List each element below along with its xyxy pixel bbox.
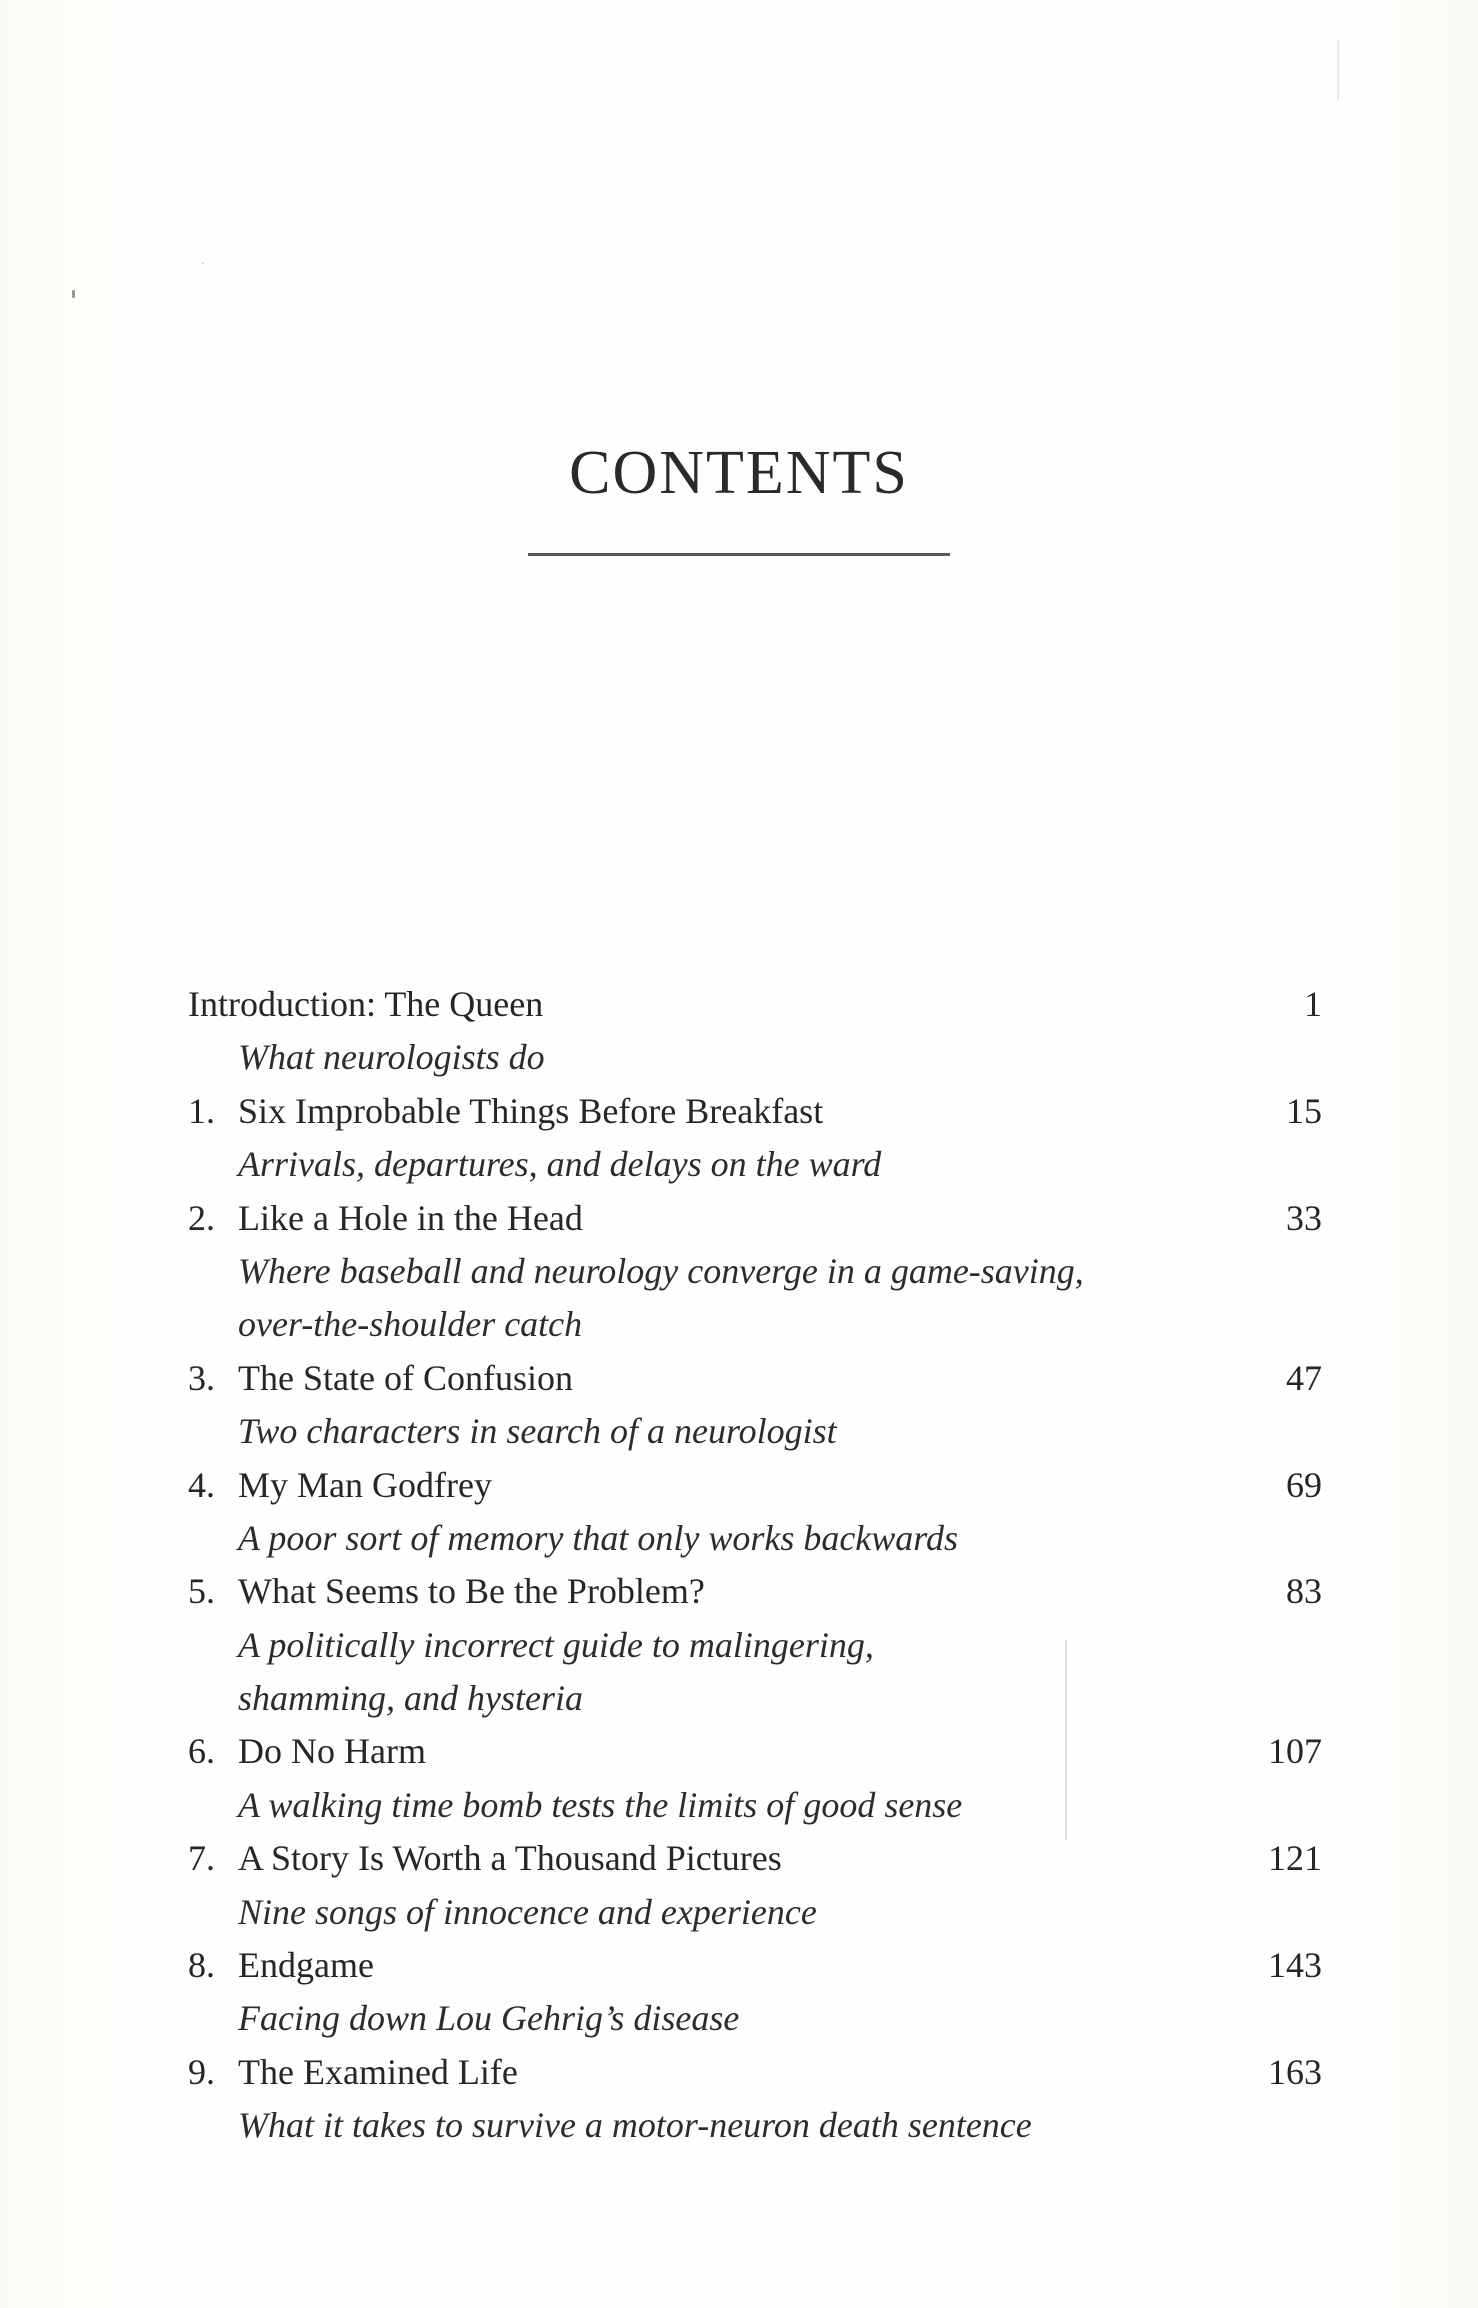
toc-entry-subtitle <box>188 1992 1322 2045</box>
toc-subtitle-text: over-the-shoulder catch <box>238 1304 583 1345</box>
toc-entry-subtitle <box>188 2099 1322 2152</box>
toc-entry-chapter-6[interactable] <box>188 1725 1322 1778</box>
toc-entry-title: The State of Confusion <box>238 1357 573 1398</box>
toc-entry-page: 83 <box>1286 1571 1322 1612</box>
toc-entry-subtitle <box>188 1031 1322 1084</box>
toc-subtitle-text: What it takes to survive a motor-neuron death sentence <box>238 2105 1032 2146</box>
toc-entry-chapter-5[interactable] <box>188 1565 1322 1618</box>
toc-entry-page: 163 <box>1268 2051 1322 2092</box>
toc-subtitle-text: A walking time bomb tests the limits of good sense <box>238 1784 963 1825</box>
toc-entry-title: Like a Hole in the Head <box>238 1197 583 1238</box>
toc-subtitle-text: A politically incorrect guide to malingering, <box>238 1624 874 1665</box>
scan-speck <box>72 290 75 298</box>
toc-entry-title: What Seems to Be the Problem? <box>238 1571 705 1612</box>
toc-subtitle-text: shamming, and hysteria <box>238 1678 583 1719</box>
toc-entry-subtitle <box>188 1779 1322 1832</box>
toc-entry-number: 9. <box>188 2051 215 2092</box>
toc-subtitle-text: Nine songs of innocence and experience <box>238 1891 817 1932</box>
paper-crease <box>1337 40 1339 100</box>
toc-entry-page: 143 <box>1268 1945 1322 1986</box>
toc-subtitle-text: What neurologists do <box>238 1037 545 1078</box>
toc-entry-chapter-7[interactable] <box>188 1832 1322 1885</box>
toc-entry-subtitle <box>188 1886 1322 1939</box>
toc-entry-page: 15 <box>1286 1090 1322 1131</box>
toc-entry-subtitle <box>188 1512 1322 1565</box>
toc-entry-number: 1. <box>188 1090 215 1131</box>
toc-entry-chapter-8[interactable] <box>188 1939 1322 1992</box>
toc-entry-page: 69 <box>1286 1464 1322 1505</box>
toc-entry-number: 2. <box>188 1197 215 1238</box>
toc-subtitle-text: Where baseball and neurology converge in a game-saving, <box>238 1250 1084 1291</box>
toc-entry-title: Introduction: The Queen <box>188 984 544 1024</box>
toc-entry-page: 1 <box>1304 984 1322 1024</box>
toc-entry-page: 33 <box>1286 1197 1322 1238</box>
toc-entry-title: Do No Harm <box>238 1731 426 1772</box>
toc-entry-subtitle <box>188 1672 1322 1725</box>
toc-subtitle-text: Arrivals, departures, and delays on the ward <box>238 1144 882 1185</box>
toc-entry-subtitle <box>188 1298 1322 1351</box>
toc-entry-chapter-9[interactable] <box>188 2046 1322 2099</box>
toc-subtitle-text: Two characters in search of a neurologist <box>238 1411 837 1452</box>
toc-entry-title: The Examined Life <box>238 2051 518 2092</box>
toc-entry-number: 6. <box>188 1731 215 1772</box>
title-underline <box>528 553 950 556</box>
toc-entry-page: 121 <box>1268 1838 1322 1879</box>
toc-entry-page: 107 <box>1268 1731 1322 1772</box>
page-title: CONTENTS <box>569 439 909 507</box>
toc-entry-number: 5. <box>188 1571 215 1612</box>
toc-entry-number: 7. <box>188 1838 215 1879</box>
toc-subtitle-text: A poor sort of memory that only works backwards <box>238 1517 958 1558</box>
toc-entry-intro[interactable] <box>188 978 1322 1031</box>
toc-entry-number: 8. <box>188 1945 215 1986</box>
toc-entry-chapter-2[interactable] <box>188 1192 1322 1245</box>
toc-entry-title: My Man Godfrey <box>238 1464 492 1505</box>
toc-subtitle-text: Facing down Lou Gehrig’s disease <box>238 1998 740 2039</box>
toc-entry-title: Six Improbable Things Before Breakfast <box>238 1090 824 1131</box>
toc-entry-subtitle <box>188 1619 1322 1672</box>
toc-entry-page: 47 <box>1286 1357 1322 1398</box>
toc-entry-title: Endgame <box>238 1945 374 1986</box>
toc-entry-chapter-4[interactable] <box>188 1459 1322 1512</box>
scan-speck <box>202 262 204 264</box>
toc-entry-title: A Story Is Worth a Thousand Pictures <box>238 1838 782 1879</box>
toc-entry-chapter-3[interactable] <box>188 1352 1322 1405</box>
table-of-contents <box>188 978 1322 2153</box>
toc-entry-chapter-1[interactable] <box>188 1085 1322 1138</box>
toc-entry-subtitle <box>188 1138 1322 1191</box>
toc-entry-number: 4. <box>188 1464 215 1505</box>
toc-entry-subtitle <box>188 1405 1322 1458</box>
toc-entry-subtitle <box>188 1245 1322 1298</box>
toc-entry-number: 3. <box>188 1357 215 1398</box>
